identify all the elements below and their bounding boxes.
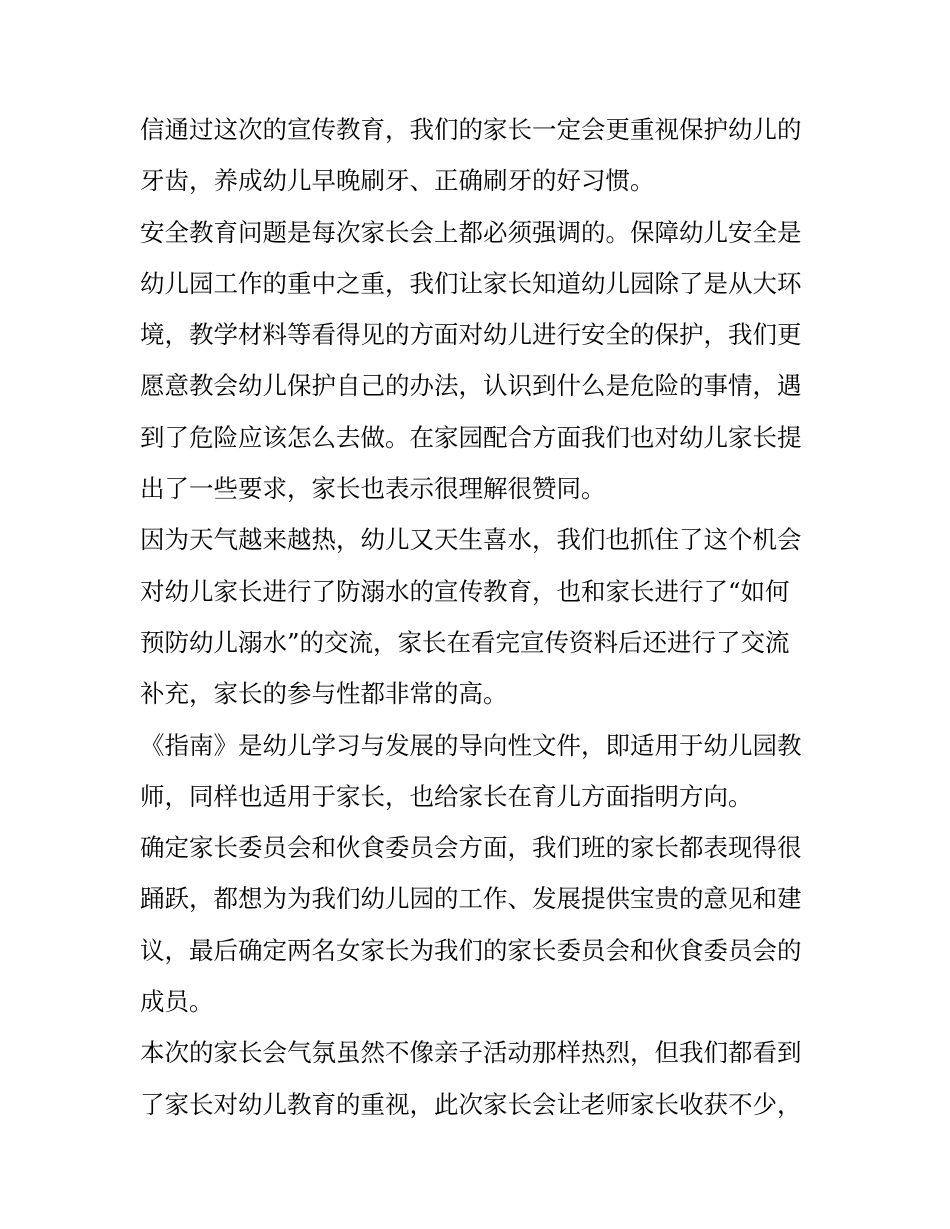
text-line: 出了一些要求，家长也表示很理解很赞同。 [140,474,606,504]
text-line: 预防幼儿溺水”的交流，家长在看完宣传资料后还进行了交流 [140,627,790,657]
document-body [140,104,820,1130]
text-line: 本次的家长会气氛虽然不像亲子活动那样热烈，但我们都看到 [140,1038,802,1068]
text-line: 愿意教会幼儿保护自己的办法，认识到什么是危险的事情，遇 [140,371,802,401]
text-line: 境，教学材料等看得见的方面对幼儿进行安全的保护，我们更 [140,320,802,350]
text-line: 幼儿园工作的重中之重，我们让家长知道幼儿园除了是从大环 [140,268,802,298]
text-line: 到了危险应该怎么去做。在家园配合方面我们也对幼儿家长提 [140,422,802,452]
text-line: 信通过这次的宣传教育，我们的家长一定会更重视保护幼儿的 [140,115,802,144]
text-line: 了家长对幼儿教育的重视，此次家长会让老师家长收获不少， [140,1089,802,1119]
text-line: 对幼儿家长进行了防溺水的宣传教育，也和家长进行了“如何 [140,576,790,606]
text-line: 踊跃，都想为为我们幼儿园的工作、发展提供宝贵的意见和建 [140,884,802,914]
text-line: 确定家长委员会和伙食委员会方面，我们班的家长都表现得很 [140,833,802,863]
text-line: 安全教育问题是每次家长会上都必须强调的。保障幼儿安全是 [140,217,802,247]
text-line: 牙齿，养成幼儿早晚刷牙、正确刷牙的好习惯。 [140,166,655,196]
text-line: 《指南》是幼儿学习与发展的导向性文件，即适用于幼儿园教 [140,730,802,760]
text-line: 因为天气越来越热，幼儿又天生喜水，我们也抓住了这个机会 [140,525,802,555]
text-line: 成员。 [140,987,214,1017]
text-line: 议，最后确定两名女家长为我们的家长委员会和伙食委员会的 [140,935,802,965]
text-line: 补充，家长的参与性都非常的高。 [140,679,508,709]
text-line: 师，同样也适用于家长，也给家长在育儿方面指明方向。 [140,781,753,811]
